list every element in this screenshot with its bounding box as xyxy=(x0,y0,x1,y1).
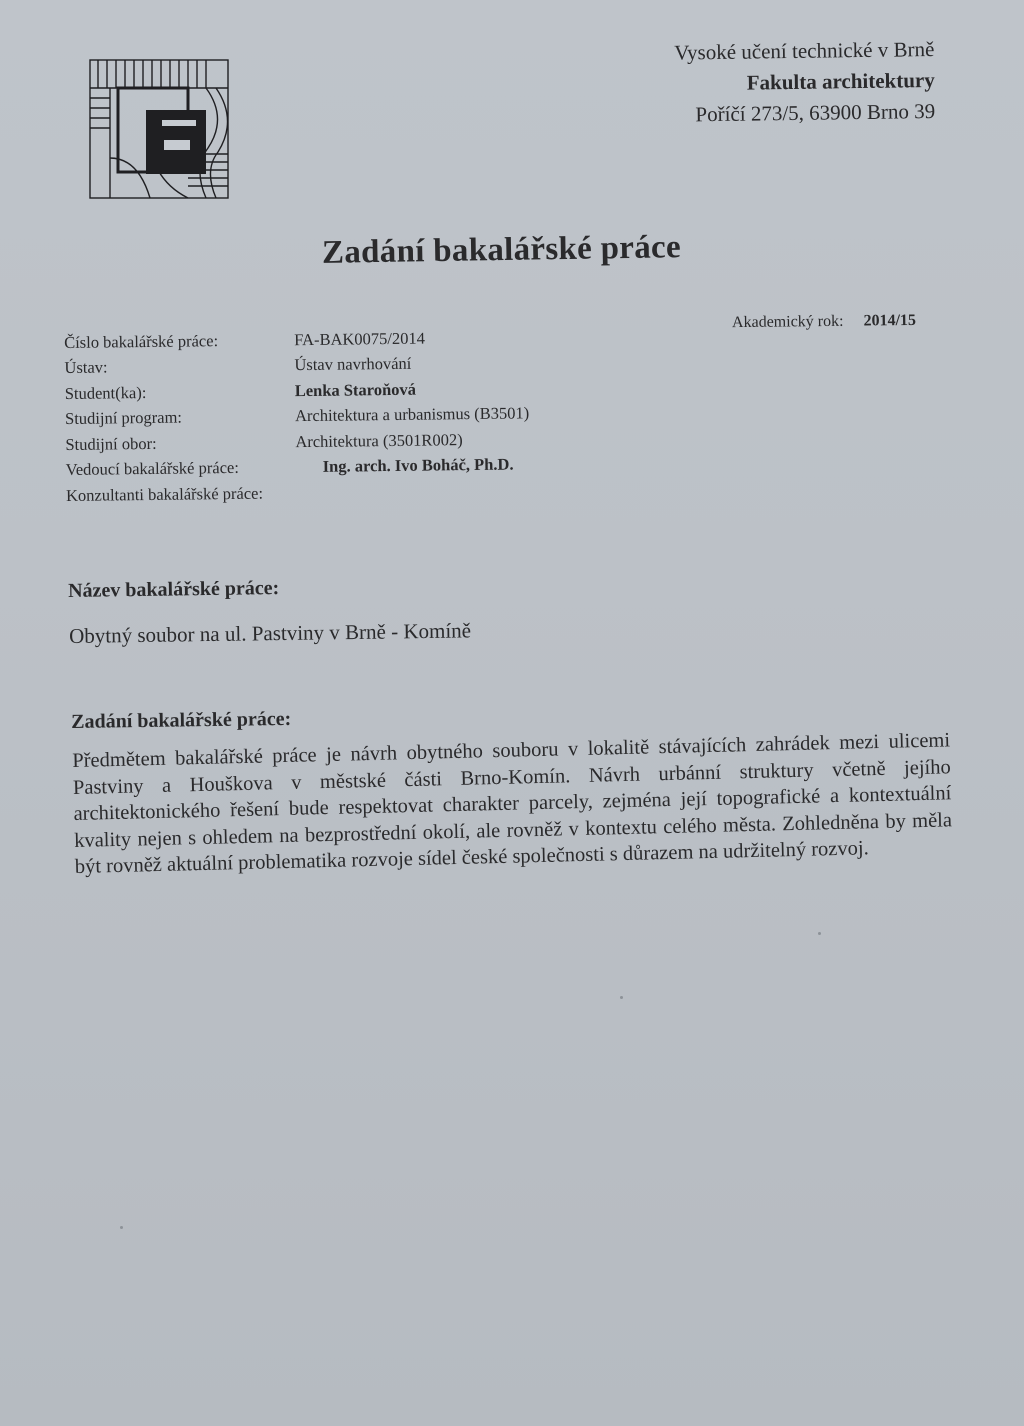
meta-value: Architektura (3501R002) xyxy=(295,429,463,451)
academic-year xyxy=(732,312,916,332)
meta-value: FA-BAK0075/2014 xyxy=(294,328,426,349)
meta-label: Studijní obor: xyxy=(65,433,157,454)
meta-label: Student(ka): xyxy=(64,382,147,403)
academic-year-value: 2014/15 xyxy=(863,311,917,330)
thesis-name-text: Obytný soubor na ul. Pastviny v Brně - Komíně xyxy=(69,618,472,648)
document-title: Zadání bakalářské práce xyxy=(321,229,682,271)
meta-label: Konzultanti bakalářské práce: xyxy=(65,483,264,505)
meta-label: Ústav: xyxy=(64,357,108,378)
academic-year-label: Akademický rok: xyxy=(731,312,844,332)
paper-speck xyxy=(120,1226,123,1229)
faculty-of-architecture-logo xyxy=(88,58,232,202)
university-name: Vysoké učení technické v Brně xyxy=(673,36,935,65)
meta-value: Architektura a urbanismus (B3501) xyxy=(294,403,530,426)
faculty-address: Poříčí 273/5, 63900 Brno 39 xyxy=(695,98,936,127)
meta-value: Lenka Staroňová xyxy=(294,379,417,400)
thesis-name-heading: Název bakalářské práce: xyxy=(68,577,280,602)
assignment-text: Předmětem bakalářské práce je návrh obytného souboru v lokalitě stávajících zahrádek mezi ulicemi Pastviny a Houškova v městské části Brno-Komín. Návrh urbánní struktury včetně jejího architektonického řešení bude respektovat charakter parcely, zejména její topografické a kontextuální kvality nejen s ohledem na bezprostřední okolí, ale rovněž v kontextu celého města. Zohledněna by měla být rovněž aktuální problematika rozvoje sídel české společnosti s důrazem na udržitelný rozvoj. xyxy=(72,729,953,878)
meta-label: Studijní program: xyxy=(64,407,183,429)
thesis-metadata xyxy=(64,324,530,508)
meta-value: Ing. arch. Ivo Boháč, Ph.D. xyxy=(322,454,514,477)
faculty-name: Fakulta architektury xyxy=(746,67,935,95)
meta-label: Vedoucí bakalářské práce: xyxy=(65,458,239,480)
meta-value: Ústav navrhování xyxy=(294,354,412,375)
paper-speck xyxy=(818,932,821,935)
meta-row-consultants xyxy=(66,477,530,508)
institution-address-block xyxy=(674,34,935,131)
paper-speck xyxy=(620,996,623,999)
assignment-heading: Zadání bakalářské práce: xyxy=(71,707,292,733)
meta-label: Číslo bakalářské práce: xyxy=(64,330,219,352)
